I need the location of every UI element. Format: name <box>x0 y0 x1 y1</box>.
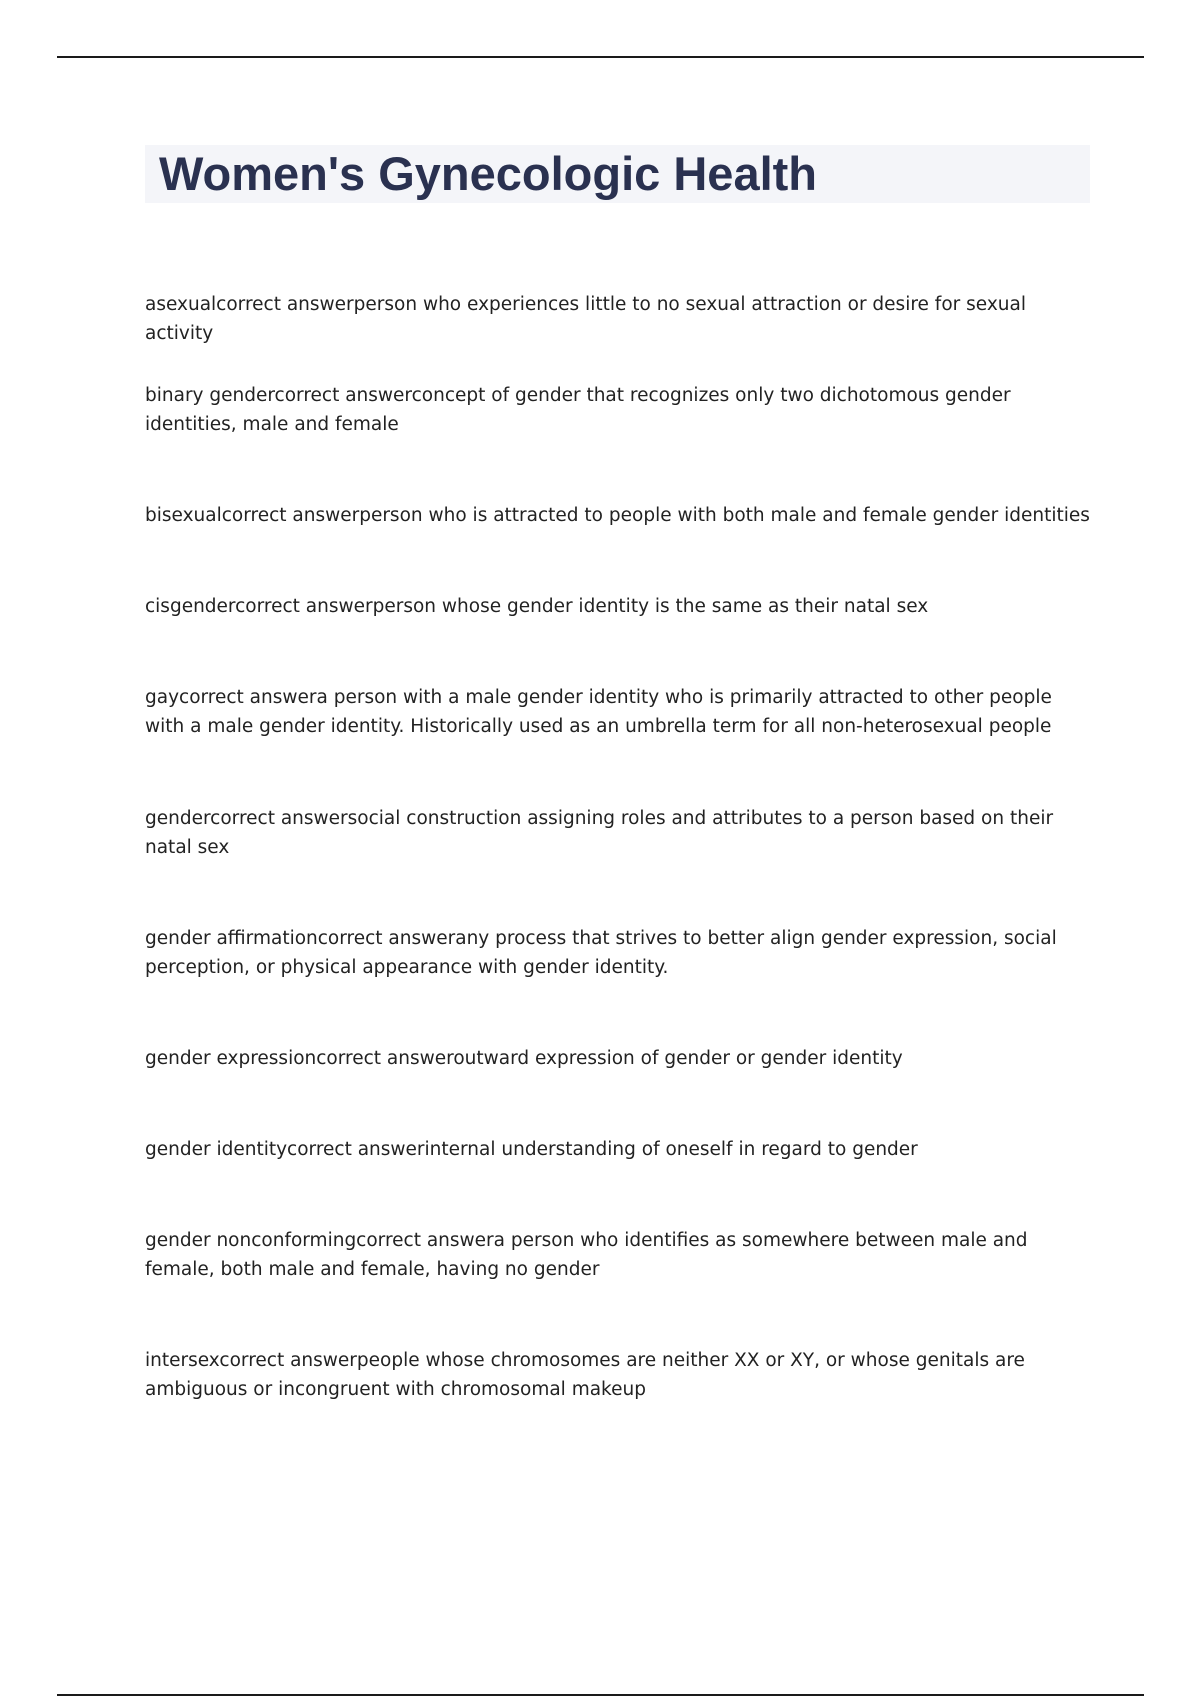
glossary-entry-asexual: asexualcorrect answerperson who experiences little to no sexual attraction or desire for sexual activity <box>145 294 1026 344</box>
document-title: Women's Gynecologic Health <box>159 147 817 200</box>
glossary-entry-gender-expression: gender expressioncorrect answeroutward expression of gender or gender identity <box>145 1048 903 1069</box>
glossary-entry-cisgender: cisgendercorrect answerperson whose gender identity is the same as their natal sex <box>145 596 929 617</box>
glossary-entry-intersex: intersexcorrect answerpeople whose chromosomes are neither XX or XY, or whose genitals are ambiguous or incongruent with chromosomal makeup <box>145 1350 1025 1400</box>
bottom-divider <box>57 1694 1144 1696</box>
title-banner <box>145 145 1090 203</box>
glossary-entry-binary-gender: binary gendercorrect answerconcept of gender that recognizes only two dichotomous gender identities, male and female <box>145 385 1011 435</box>
glossary-entry-gender-identity: gender identitycorrect answerinternal understanding of oneself in regard to gender <box>145 1139 918 1160</box>
glossary-entry-gay: gaycorrect answera person with a male gender identity who is primarily attracted to other people with a male gender identity. Historically used as an umbrella term for all non-heterosexual people <box>145 687 1052 737</box>
glossary-entry-gender-nonconforming: gender nonconformingcorrect answera person who identifies as somewhere between male and female, both male and female, having no gender <box>145 1230 1028 1280</box>
glossary-entry-gender-affirmation: gender affirmationcorrect answerany process that strives to better align gender expression, social perception, or physical appearance with gender identity. <box>145 928 1057 978</box>
top-divider <box>57 56 1144 58</box>
glossary-entry-gender: gendercorrect answersocial construction assigning roles and attributes to a person based on their natal sex <box>145 808 1054 858</box>
glossary-entry-bisexual: bisexualcorrect answerperson who is attracted to people with both male and female gender identities <box>145 505 1090 526</box>
